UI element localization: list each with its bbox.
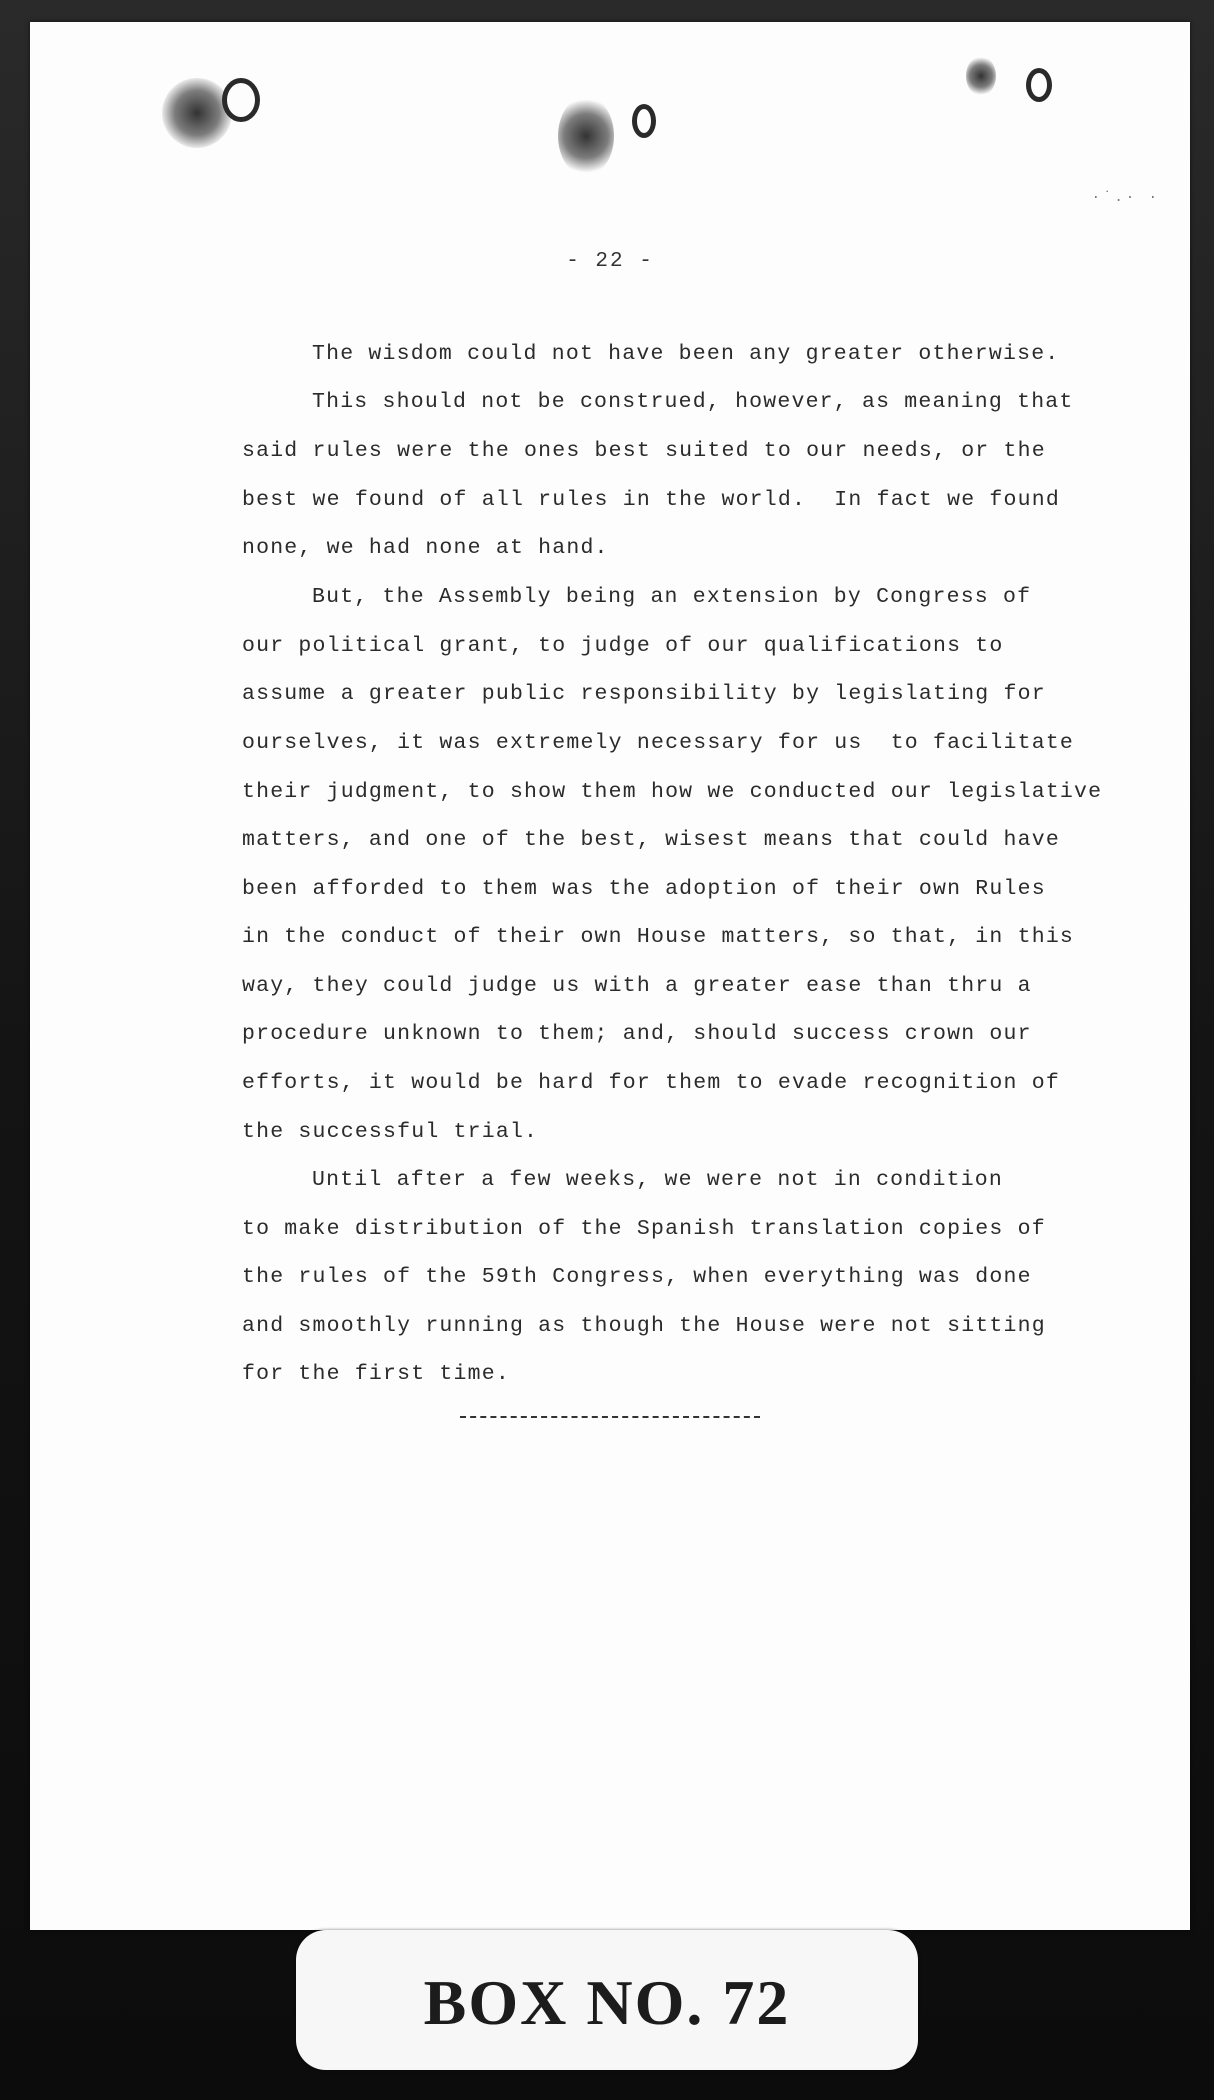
text-line: matters, and one of the best, wisest means that could have xyxy=(242,828,1060,852)
box-label-card xyxy=(296,1930,918,2070)
text-line: Until after a few weeks, we were not in condition xyxy=(312,1168,1004,1192)
text-line: been afforded to them was the adoption of their own Rules xyxy=(242,877,1046,901)
text-line: for the first time. xyxy=(242,1362,510,1386)
text-line: procedure unknown to them; and, should success crown our xyxy=(242,1022,1032,1046)
section-separator xyxy=(460,1416,760,1418)
page-number: - 22 - xyxy=(566,250,654,273)
text-line: to make distribution of the Spanish translation copies of xyxy=(242,1217,1046,1241)
text-line: way, they could judge us with a greater ease than thru a xyxy=(242,974,1032,998)
text-line: none, we had none at hand. xyxy=(242,536,609,560)
punch-hole xyxy=(1026,68,1052,102)
text-line: said rules were the ones best suited to our needs, or the xyxy=(242,439,1046,463)
text-line: The wisdom could not have been any greater otherwise. xyxy=(312,342,1060,366)
text-line: ourselves, it was extremely necessary for us to facilitate xyxy=(242,731,1075,755)
text-line: best we found of all rules in the world. In fact we found xyxy=(242,488,1060,512)
punch-hole-smudge xyxy=(558,96,614,176)
text-line: our political grant, to judge of our qualifications to xyxy=(242,634,1004,658)
text-line: the successful trial. xyxy=(242,1120,539,1144)
punch-hole xyxy=(632,104,656,138)
text-line: their judgment, to show them how we conducted our legislative xyxy=(242,780,1103,804)
stray-marks: ·˙.· · xyxy=(1091,190,1160,206)
text-line: assume a greater public responsibility by legislating for xyxy=(242,682,1046,706)
text-line: and smoothly running as though the House were not sitting xyxy=(242,1314,1046,1338)
document-page xyxy=(30,22,1190,1930)
text-line: in the conduct of their own House matters, so that, in this xyxy=(242,925,1075,949)
text-line: efforts, it would be hard for them to evade recognition of xyxy=(242,1071,1060,1095)
text-line: But, the Assembly being an extension by Congress of xyxy=(312,585,1032,609)
punch-hole-smudge xyxy=(966,56,996,96)
punch-hole-smudge xyxy=(162,78,232,148)
text-line: the rules of the 59th Congress, when everything was done xyxy=(242,1265,1032,1289)
text-line: This should not be construed, however, as meaning that xyxy=(312,390,1074,414)
box-label-text: BOX NO. 72 xyxy=(423,1967,791,2038)
punch-hole xyxy=(222,78,260,122)
